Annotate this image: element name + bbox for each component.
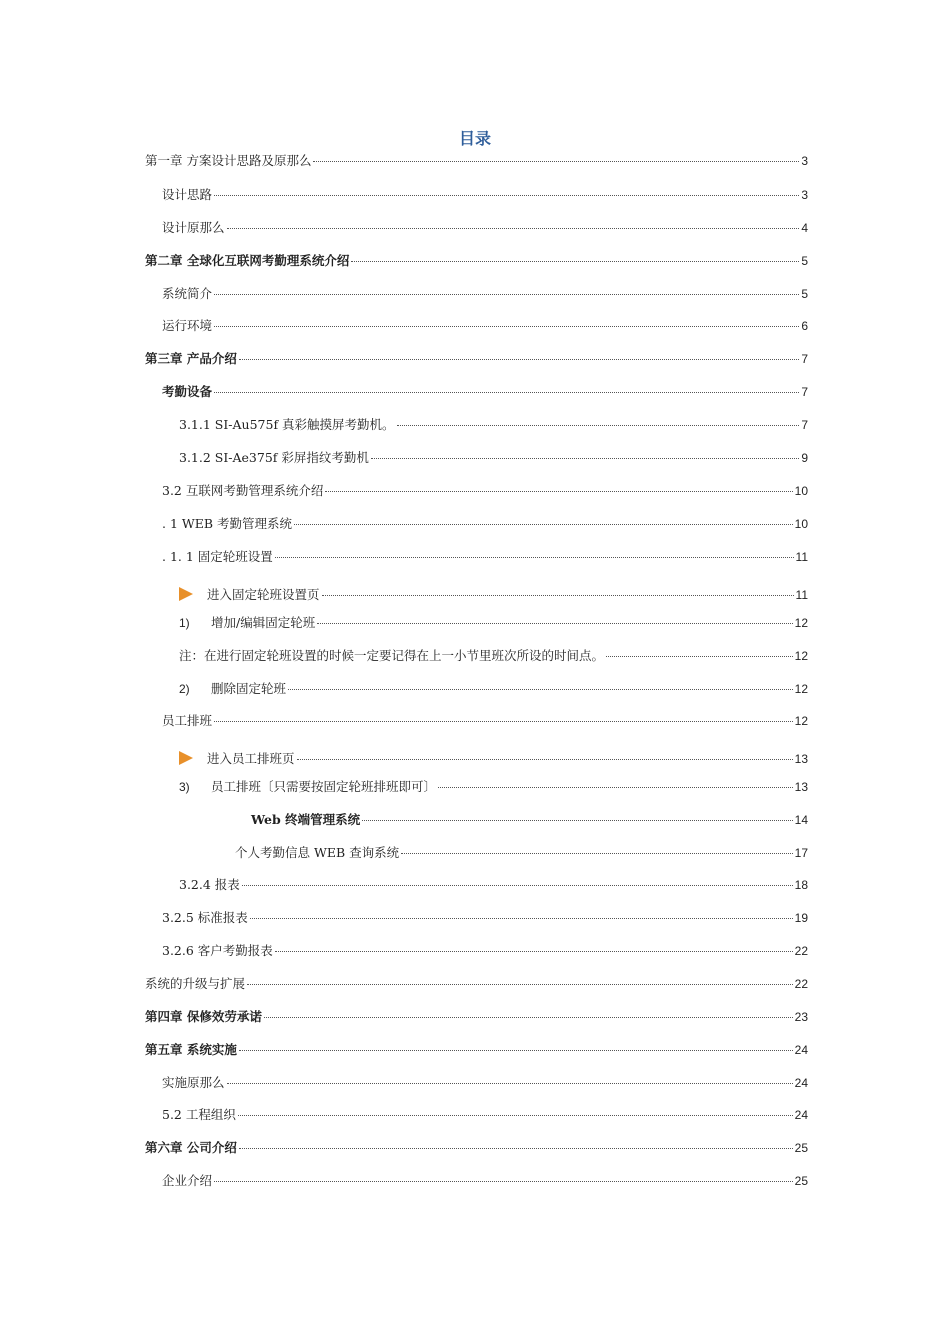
toc-entry-label: 3.2.4 报表 [179,877,240,892]
toc-entry[interactable] [0,318,808,334]
dot-leader [239,1049,793,1051]
toc-page-number: 13 [794,780,808,794]
dot-leader [250,917,793,919]
toc-entry[interactable] [0,877,808,893]
toc-entry[interactable] [0,910,808,926]
toc-entry-label: 3.2.5 标准报表 [162,910,248,925]
dot-leader [294,523,793,525]
toc-entry[interactable] [0,845,808,861]
toc-entry-label: 企业介绍 [162,1173,213,1188]
toc-entry[interactable] [0,615,808,631]
toc-page-number: 6 [801,319,808,333]
toc-entry-label: 进入固定轮班设置页 [207,587,320,602]
toc-entry[interactable] [0,713,808,729]
toc-entry-label: 实施原那么 [162,1075,225,1090]
toc-entry-label: 增加/编辑固定轮班 [211,615,316,630]
dot-leader [239,1147,793,1149]
dot-leader [288,688,793,690]
toc-entry[interactable] [0,1173,808,1189]
toc-entry-label: 第一章 方案设计思路及原那么 [145,153,312,168]
toc-page-number: 12 [794,616,808,630]
dot-leader [227,227,800,229]
toc-entry[interactable] [0,187,808,203]
toc-page-number: 17 [794,846,808,860]
toc-page-number: 7 [801,352,808,366]
toc-entry-label: 第二章 全球化互联网考勤理系统介绍 [145,253,350,268]
dot-leader [317,622,792,624]
toc-page-number: 19 [794,911,808,925]
toc-page-number: 7 [801,385,808,399]
toc-entry[interactable] [0,1107,808,1123]
toc-entry-label: . 1 WEB 考勤管理系统 [162,516,293,531]
dot-leader [401,852,793,854]
dot-leader [264,1016,793,1018]
toc-entry-label: 考勤设备 [162,384,213,399]
toc-entry[interactable] [0,549,808,565]
toc-entry-label: 进入员工排班页 [207,751,295,766]
toc-entry-label: 运行环境 [162,318,213,333]
toc-entry[interactable] [0,812,808,828]
toc-entry-label: 第五章 系统实施 [145,1042,237,1057]
toc-page-number: 22 [794,977,808,991]
toc-page-number: 10 [794,484,808,498]
dot-leader [362,819,793,821]
toc-entry-number: 1) [179,616,190,630]
toc-entry-label: 个人考勤信息 WEB 查询系统 [235,845,400,860]
toc-entry-label: 3.1.2 SI-Ae375f 彩屏指纹考勤机 [179,450,369,465]
toc-page-number: 11 [795,588,808,602]
dot-leader [313,160,799,162]
dot-leader [325,490,792,492]
toc-page-number: 23 [794,1010,808,1024]
toc-page-number: 13 [794,752,808,766]
toc-entry[interactable] [0,681,808,697]
dot-leader [238,1114,793,1116]
dot-leader [214,325,799,327]
dot-leader [438,786,793,788]
dot-leader [214,194,799,196]
toc-entry-label: 第三章 产品介绍 [145,351,237,366]
toc-page-number: 24 [794,1043,808,1057]
triangle-bullet-icon [179,751,193,765]
toc-entry[interactable] [0,351,808,367]
toc-entry-label: 员工排班〔只需要按固定轮班排班即可〕 [211,779,437,794]
toc-page-number: 4 [801,221,808,235]
toc-page-number: 12 [794,649,808,663]
toc-page-number: 22 [794,944,808,958]
dot-leader [214,1180,793,1182]
toc-entry-label: 3.2.6 客户考勤报表 [162,943,273,958]
toc-page-number: 18 [794,878,808,892]
toc-page-number: 24 [794,1108,808,1122]
toc-page-number: 9 [801,451,808,465]
toc-page-number: 12 [794,682,808,696]
toc-entry-label: 删除固定轮班 [211,681,287,696]
toc-page-number: 11 [795,550,808,564]
toc-entry[interactable] [0,253,808,269]
triangle-bullet-icon [179,587,193,601]
dot-leader [297,758,793,760]
dot-leader [242,884,793,886]
toc-entry[interactable] [0,516,808,532]
toc-page-number: 5 [801,287,808,301]
dot-leader [214,720,793,722]
dot-leader [214,293,799,295]
toc-entry-label: 系统的升级与扩展 [145,976,246,991]
toc-page-number: 10 [794,517,808,531]
toc-entry[interactable] [0,1075,808,1091]
toc-entry-label: 第四章 保修效劳承诺 [145,1009,262,1024]
toc-page-number: 12 [794,714,808,728]
dot-leader [275,556,794,558]
dot-leader [606,655,793,657]
dot-leader [322,594,794,596]
dot-leader [351,260,799,262]
toc-entry[interactable] [0,1140,808,1156]
toc-entry-label: 系统简介 [162,286,213,301]
toc-page-number: 3 [801,154,808,168]
toc-page-number: 14 [794,813,808,827]
toc-entry-label: 员工排班 [162,713,213,728]
toc-entry[interactable] [0,384,808,400]
toc-entry-label: . 1. 1 固定轮班设置 [162,549,273,564]
toc-entry[interactable] [0,220,808,236]
toc-entry-label: 设计原那么 [162,220,225,235]
toc-entry[interactable] [0,585,808,603]
toc-entry[interactable] [0,648,808,664]
toc-entry-label: 设计思路 [162,187,213,202]
dot-leader [371,457,799,459]
toc-entry[interactable] [0,450,808,466]
toc-page-number: 7 [801,418,808,432]
toc-entry-number: 2) [179,682,190,696]
toc-entry[interactable] [0,153,808,169]
dot-leader [397,424,800,426]
toc-entry[interactable] [0,749,808,767]
toc-entry[interactable] [0,483,808,499]
toc-entry-label: 注：在进行固定轮班设置的时候一定要记得在上一小节里班次所设的时间点。 [179,648,605,663]
dot-leader [247,983,793,985]
toc-title: 目录 [458,129,491,148]
toc-entry[interactable] [0,779,808,795]
dot-leader [239,358,799,360]
toc-entry-number: 3) [179,780,190,794]
toc-entry-label: 5.2 工程组织 [162,1107,236,1122]
toc-entry-label: Web 终端管理系统 [251,812,361,827]
toc-entry[interactable] [0,1042,808,1058]
dot-leader [214,391,799,393]
toc-entry[interactable] [0,1009,808,1025]
toc-page-number: 25 [794,1174,808,1188]
toc-page-number: 24 [794,1076,808,1090]
toc-page-number: 3 [801,188,808,202]
toc-entry[interactable] [0,943,808,959]
toc-entry[interactable] [0,286,808,302]
toc-entry-label: 3.1.1 SI-Au575f 真彩触摸屏考勤机。 [179,417,395,432]
toc-page-number: 25 [794,1141,808,1155]
toc-entry[interactable] [0,417,808,433]
toc-entry-label: 第六章 公司介绍 [145,1140,237,1155]
toc-entry[interactable] [0,976,808,992]
toc-page-number: 5 [801,254,808,268]
toc-entry-label: 3.2 互联网考勤管理系统介绍 [162,483,324,498]
dot-leader [227,1082,793,1084]
dot-leader [275,950,793,952]
